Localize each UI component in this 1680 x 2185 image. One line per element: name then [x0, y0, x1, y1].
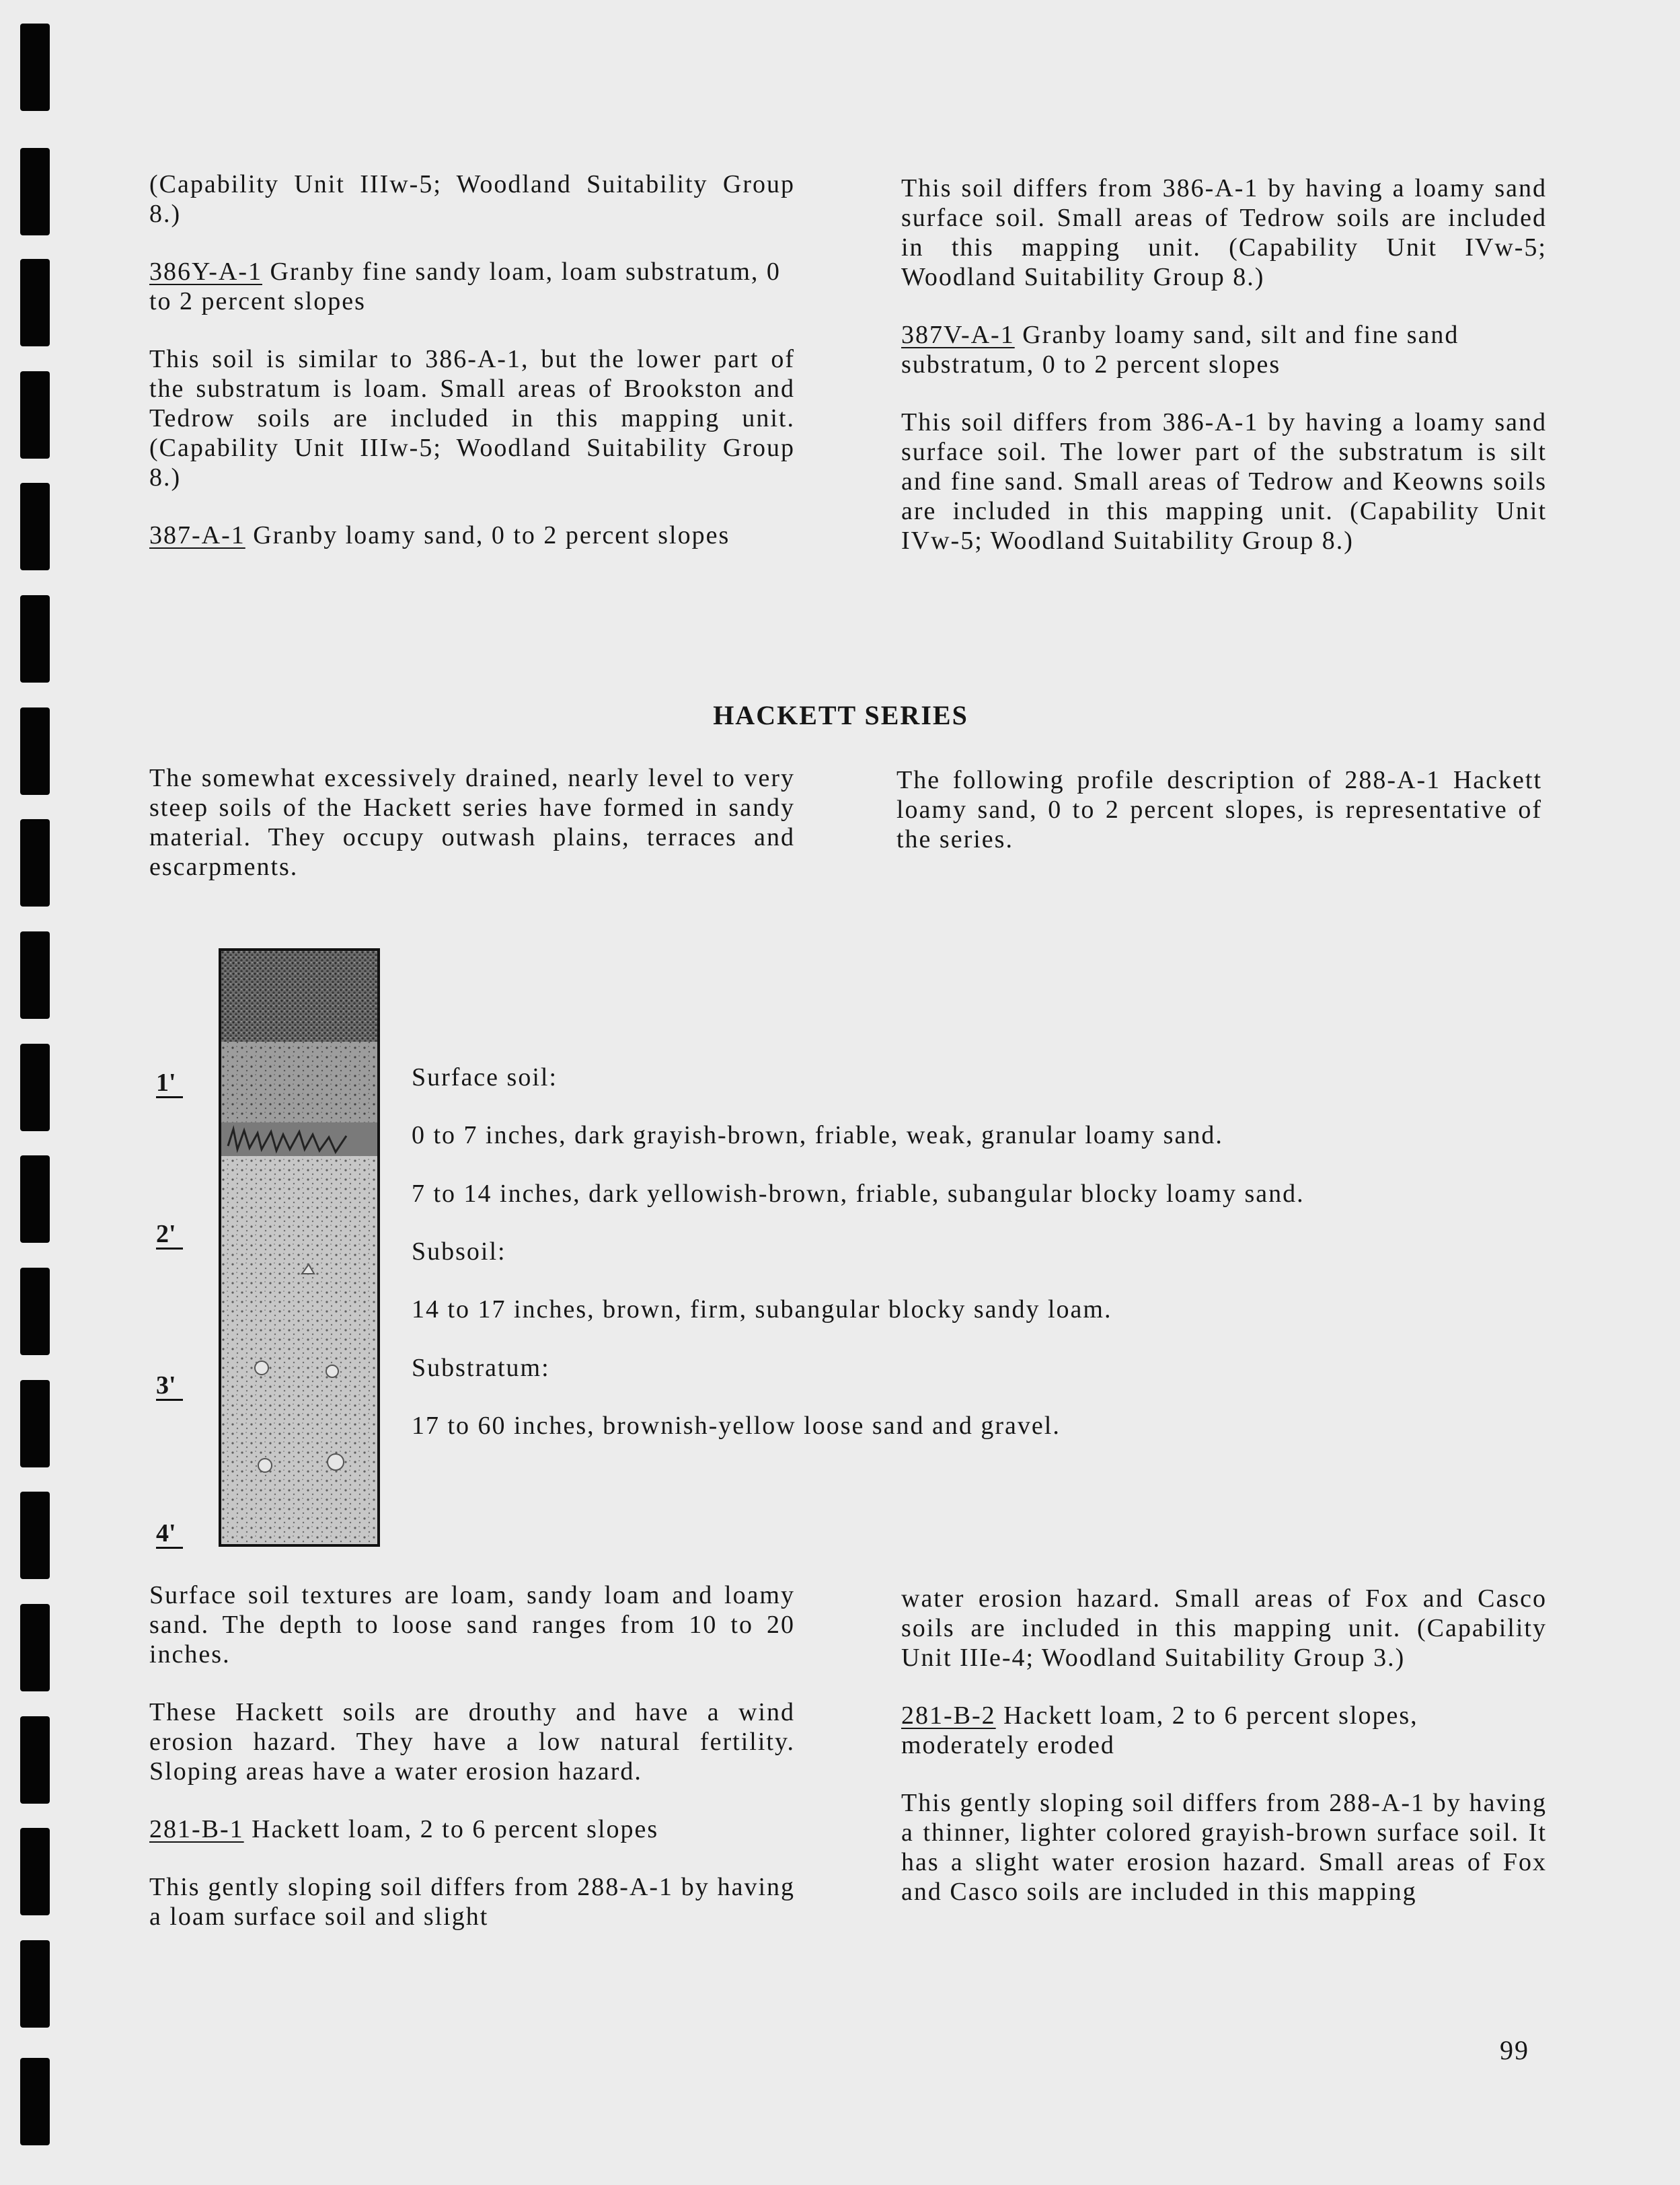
paragraph: The following profile description of 288-A-1 Hackett loamy sand, 0 to 2 percent slopes, is representative of the series. — [896, 766, 1542, 853]
binding-hole — [20, 1044, 50, 1131]
depth-label: 3' — [156, 1372, 183, 1401]
binding-hole — [20, 1604, 50, 1691]
horizon-heading: Substratum: — [412, 1354, 550, 1382]
soil-profile-illustration — [219, 948, 380, 1547]
binding-holes — [20, 0, 54, 2185]
horizon-heading: Surface soil: — [412, 1063, 558, 1091]
right-column-top — [901, 174, 1547, 584]
paragraph: (Capability Unit IIIw-5; Woodland Suitability Group 8.) — [149, 170, 795, 228]
map-unit-code: 281-B-1 — [149, 1815, 244, 1843]
section-title: HACKETT SERIES — [713, 700, 968, 730]
map-unit-title: Granby fine sandy loam, loam substratum, 0 to 2 percent slopes — [149, 258, 781, 315]
map-unit-heading — [149, 521, 795, 550]
map-unit-heading — [149, 257, 795, 316]
paragraph: This gently sloping soil differs from 288-A-1 by having a thinner, lighter colored grayish-brown surface soil. It has a slight water erosion hazard. Small areas of Fox and Casco soils are included in this mapping — [901, 1789, 1547, 1906]
binding-hole — [20, 819, 50, 907]
binding-hole — [20, 1268, 50, 1355]
binding-hole — [20, 931, 50, 1019]
binding-hole — [20, 259, 50, 346]
paragraph: Surface soil textures are loam, sandy loam and loamy sand. The depth to loose sand ranges from 10 to 20 inches. — [149, 1581, 795, 1669]
binding-hole — [20, 1828, 50, 1915]
binding-hole — [20, 595, 50, 683]
right-column-bottom — [901, 1584, 1547, 1935]
map-unit-title: Hackett loam, 2 to 6 percent slopes — [243, 1815, 659, 1843]
binding-hole — [20, 1155, 50, 1243]
binding-hole — [20, 1380, 50, 1467]
paragraph: This soil differs from 386-A-1 by having a loamy sand surface soil. The lower part of the substratum is silt and fine sand. Small areas of Tedrow and Keowns soils are included in this mapping unit. (Capability Unit IVw-5; Woodland Suitability Group 8.) — [901, 408, 1547, 555]
binding-hole — [20, 24, 50, 111]
paragraph: This soil differs from 386-A-1 by having a loamy sand surface soil. Small areas of Tedrow soils are included in this mapping unit. (Capability Unit IVw-5; Woodland Suitability Group 8.) — [901, 174, 1547, 291]
intro-left — [149, 763, 795, 910]
horizon-line: 0 to 7 inches, dark grayish-brown, friable, weak, granular loamy sand. — [412, 1121, 1223, 1149]
page-number: 99 — [1500, 2035, 1529, 2065]
horizon-heading: Subsoil: — [412, 1237, 506, 1266]
map-unit-title: Granby loamy sand, silt and fine sand substratum, 0 to 2 percent slopes — [901, 321, 1459, 379]
depth-label: 4' — [156, 1520, 183, 1549]
paragraph: These Hackett soils are drouthy and have a wind erosion hazard. They have a low natural fertility. Sloping areas have a water erosion hazard. — [149, 1698, 795, 1786]
paragraph: This soil is similar to 386-A-1, but the lower part of the substratum is loam. Small areas of Brookston and Tedrow soils are included in this mapping unit. (Capability Unit IIIw-5; Woodland Suitability Group 8.) — [149, 345, 795, 492]
binding-hole — [20, 1716, 50, 1804]
map-unit-heading — [149, 1814, 795, 1844]
paragraph: water erosion hazard. Small areas of Fox and Casco soils are included in this mapping unit. (Capability Unit IIIe-4; Woodland Suitability Group 3.) — [901, 1584, 1547, 1672]
horizon-line: 7 to 14 inches, dark yellowish-brown, friable, subangular blocky loamy sand. — [412, 1180, 1305, 1208]
left-column-bottom — [149, 1580, 795, 1960]
map-unit-code: 281-B-2 — [901, 1701, 996, 1730]
paragraph: The somewhat excessively drained, nearly level to very steep soils of the Hackett series have formed in sandy material. They occupy outwash plains, terraces and escarpments. — [149, 764, 795, 881]
paragraph: This gently sloping soil differs from 288-A-1 by having a loam surface soil and slight — [149, 1873, 795, 1931]
binding-hole — [20, 1492, 50, 1579]
binding-hole — [20, 483, 50, 570]
horizon-line: 14 to 17 inches, brown, firm, subangular blocky sandy loam. — [412, 1295, 1112, 1324]
left-column-top — [149, 169, 795, 578]
binding-hole — [20, 1940, 50, 2028]
map-unit-heading — [901, 1701, 1547, 1760]
depth-label: 2' — [156, 1221, 183, 1250]
intro-right — [896, 765, 1542, 882]
map-unit-code: 386Y-A-1 — [149, 258, 262, 286]
map-unit-code: 387-A-1 — [149, 521, 245, 549]
map-unit-code: 387V-A-1 — [901, 321, 1015, 349]
map-unit-title: Granby loamy sand, 0 to 2 percent slopes — [245, 521, 730, 549]
depth-label: 1' — [156, 1069, 183, 1098]
map-unit-heading — [901, 320, 1547, 379]
horizon-line: 17 to 60 inches, brownish-yellow loose sand and gravel. — [412, 1412, 1061, 1440]
binding-hole — [20, 371, 50, 459]
binding-hole — [20, 2058, 50, 2145]
map-unit-title: Hackett loam, 2 to 6 percent slopes, moderately eroded — [901, 1701, 1418, 1759]
binding-hole — [20, 148, 50, 235]
binding-hole — [20, 707, 50, 795]
